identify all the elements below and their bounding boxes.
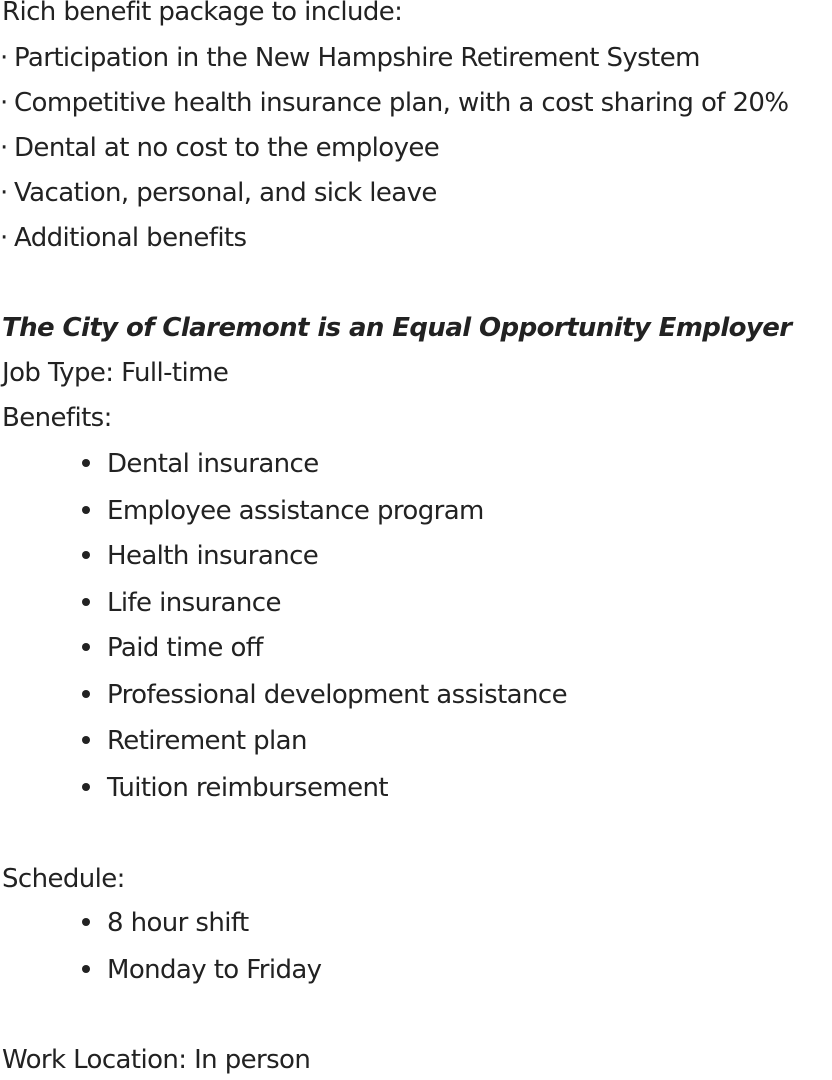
benefits-heading: Benefits: <box>2 403 112 433</box>
schedule-item: 8 hour shift <box>82 907 249 939</box>
schedule-heading: Schedule: <box>2 864 125 894</box>
work-location: Work Location: In person <box>2 1045 311 1075</box>
schedule-item: Monday to Friday <box>82 954 321 986</box>
bullet-icon <box>82 643 90 651</box>
package-item: · Additional benefits <box>0 223 247 253</box>
package-item: · Participation in the New Hampshire Retirement System <box>0 43 700 73</box>
benefit-item: Tuition reimbursement <box>82 772 388 804</box>
equal-opportunity-statement: The City of Claremont is an Equal Opportunity Employer <box>2 313 792 343</box>
bullet-icon <box>82 783 90 791</box>
middle-dot-icon: · <box>0 88 8 118</box>
middle-dot-icon: · <box>0 178 8 208</box>
bullet-icon <box>82 918 90 926</box>
benefit-item: Health insurance <box>82 540 318 572</box>
job-type: Job Type: Full-time <box>2 358 229 388</box>
bullet-icon <box>82 598 90 606</box>
bullet-icon <box>82 736 90 744</box>
package-item: · Vacation, personal, and sick leave <box>0 178 437 208</box>
benefit-item: Dental insurance <box>82 448 319 480</box>
bullet-icon <box>82 551 90 559</box>
benefit-package-intro: Rich benefit package to include: <box>2 0 403 27</box>
middle-dot-icon: · <box>0 43 8 73</box>
bullet-icon <box>82 965 90 973</box>
middle-dot-icon: · <box>0 133 8 163</box>
benefit-item: Life insurance <box>82 587 281 619</box>
benefit-item: Paid time off <box>82 632 263 664</box>
package-item: · Dental at no cost to the employee <box>0 133 440 163</box>
bullet-icon <box>82 459 90 467</box>
bullet-icon <box>82 690 90 698</box>
bullet-icon <box>82 506 90 514</box>
middle-dot-icon: · <box>0 223 8 253</box>
package-item: · Competitive health insurance plan, with a cost sharing of 20% <box>0 88 789 118</box>
benefit-item: Professional development assistance <box>82 679 567 711</box>
benefit-item: Employee assistance program <box>82 495 484 527</box>
benefit-item: Retirement plan <box>82 725 307 757</box>
